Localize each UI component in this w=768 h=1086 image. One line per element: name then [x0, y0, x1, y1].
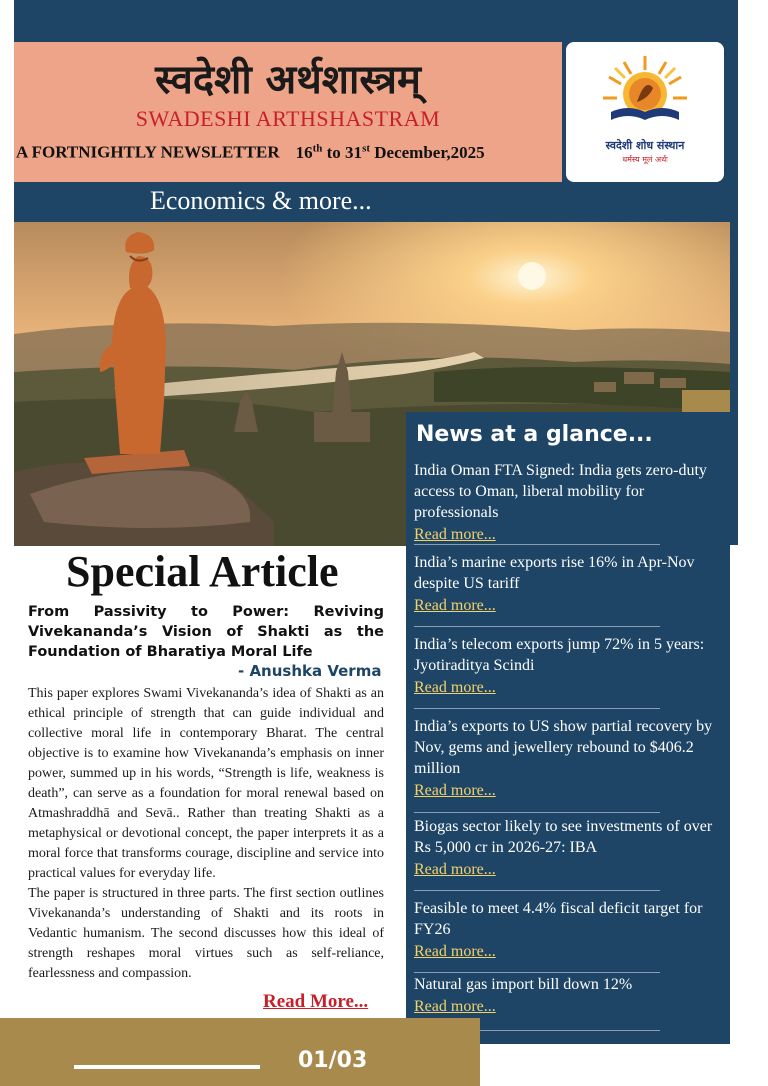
logo	[566, 42, 724, 182]
news-headline: Natural gas import bill down 12%	[414, 976, 633, 993]
article-heading-line: Foundation of Bharatiya Moral Life	[28, 644, 313, 660]
read-more-link[interactable]: Read more...	[414, 998, 496, 1015]
article-author: - Anushka Verma	[238, 662, 382, 680]
news-item	[414, 552, 732, 616]
article-paragraph: The paper is structured in three parts. The first section outlines Vivekananda’s understanding of Shakti and its roots in Vedantic humanism. The second discusses how this ideal of strength reshapes moral virtues such as self-reliance, fearlessness and compassion.	[28, 886, 384, 981]
read-more-link[interactable]: Read more...	[414, 861, 496, 878]
section-title: Economics & more...	[150, 186, 372, 215]
read-more-link[interactable]: Read more...	[414, 782, 496, 799]
news-item	[414, 634, 732, 698]
news-headline: Feasible to meet 4.4% fiscal deficit target for FY26	[414, 900, 703, 938]
news-headline: India’s telecom exports jump 72% in 5 years: Jyotiraditya Scindi	[414, 636, 705, 674]
logo-emblem-icon	[566, 42, 724, 138]
logo-motto: धर्मस्य मूलं अर्थः	[622, 155, 668, 164]
read-more-link[interactable]: Read more...	[414, 943, 496, 960]
title-english: SWADESHI ARTHSHASTRAM	[135, 106, 441, 131]
article-paragraph: This paper explores Swami Vivekananda’s idea of Shakti as an ethical principle of strength that can guide individual and collective moral life in contemporary Bharat. The central objective is to examine how Vivekananda’s emphasis on inner power, summed up in his words, “Strength is life, weakness is death”, can serve as a foundation for moral renewal based on Atmashraddhā and Sevā.. Rather than treating Shakti as a metaphysical or devotional concept, the paper interprets it as a moral force that transforms courage, discipline and service into practical values for everyday life.	[28, 686, 384, 881]
news-item	[414, 974, 732, 1017]
page-number: 01/03	[298, 1048, 368, 1073]
news-title: News at a glance...	[416, 422, 653, 447]
read-more-link[interactable]: Read more...	[414, 679, 496, 696]
read-more-link[interactable]: Read more...	[414, 597, 496, 614]
divider	[414, 812, 660, 813]
read-more-link[interactable]: Read more...	[414, 526, 496, 543]
article-body	[28, 684, 384, 984]
special-article-title: Special Article	[66, 547, 339, 596]
news-item	[414, 716, 732, 801]
newsletter-tagline: A FORTNIGHTLY NEWSLETTER	[16, 142, 280, 162]
article-heading-line: From Passivity to Power: Reviving Vivekananda’s Vision of Shakti as the	[28, 604, 384, 640]
divider	[414, 626, 660, 627]
footer	[0, 1018, 480, 1086]
news-headline: India’s marine exports rise 16% in Apr-Nov despite US tariff	[414, 554, 695, 592]
divider	[414, 544, 660, 545]
footer-line	[74, 1065, 260, 1069]
news-panel	[406, 412, 730, 1044]
news-headline: India Oman FTA Signed: India gets zero-duty access to Oman, liberal mobility for professionals	[414, 462, 707, 521]
news-item	[414, 816, 732, 880]
logo-name: स्वदेशी शोध संस्थान	[605, 139, 685, 152]
article-heading	[28, 602, 384, 662]
news-item	[414, 460, 732, 545]
issue-date: 16th to 31st December,2025	[295, 142, 485, 162]
news-item	[414, 898, 732, 962]
divider	[414, 708, 660, 709]
masthead	[14, 42, 562, 182]
divider	[414, 890, 660, 891]
divider	[414, 972, 660, 973]
news-headline: India’s exports to US show partial recovery by Nov, gems and jewellery rebound to $406.2 million	[414, 718, 713, 777]
title-hindi: स्वदेशी अर्थशास्त्रम्	[155, 56, 421, 103]
tagline-row	[16, 142, 562, 163]
news-headline: Biogas sector likely to see investments of over Rs 5,000 cr in 2026-27: IBA	[414, 818, 713, 856]
read-more-button[interactable]: Read More...	[263, 991, 369, 1012]
